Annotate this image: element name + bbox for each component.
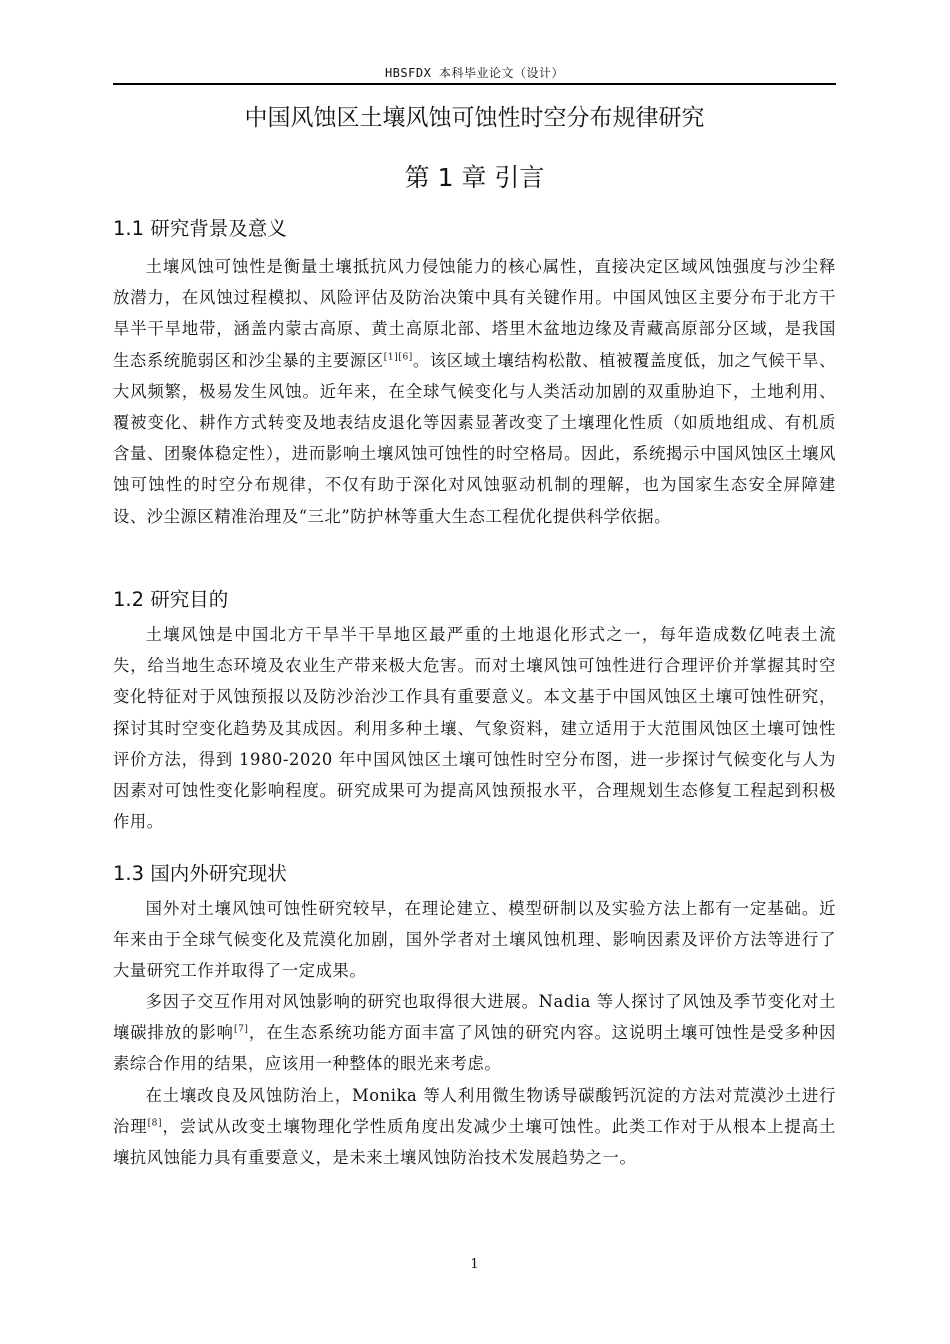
section-heading-1-1: 1.1 研究背景及意义	[113, 217, 287, 240]
section-heading-1-2: 1.2 研究目的	[113, 588, 229, 611]
paragraph-1-3-b	[113, 986, 836, 1080]
running-header: HBSFDX 本科毕业论文（设计）	[384, 66, 565, 80]
page-number: 1	[470, 1257, 479, 1272]
citation-ref[interactable]: [1][6]	[383, 352, 413, 363]
paragraph-text: 在土壤改良及风蚀防治上，Monika 等人利用微生物诱导碳酸钙沉淀的方法对荒漠沙土进行治理	[113, 1086, 836, 1137]
paragraph-text: 。该区域土壤结构松散、植被覆盖度低，加之气候干旱、大风频繁，极易发生风蚀。近年来，在全球气候变化与人类活动加剧的双重胁迫下，土地利用、覆被变化、耕作方式转变及地表结皮退化等因素显著改变了土壤理化性质（如质地组成、有机质含量、团聚体稳定性），进而影响土壤风蚀可蚀性的时空格局。因此，系统揭示中国风蚀区土壤风蚀可蚀性的时空分布规律，不仅有助于深化对风蚀驱动机制的理解，也为国家生态安全屏障建设、沙尘源区精准治理及“三北”防护林等重大生态工程优化提供科学依据。	[113, 350, 836, 526]
paragraph-1-2: 土壤风蚀是中国北方干旱半干旱地区最严重的土地退化形式之一，每年造成数亿吨表土流失，给当地生态环境及农业生产带来极大危害。而对土壤风蚀可蚀性进行合理评价并掌握其时空变化特征对于风蚀预报以及防沙治沙工作具有重要意义。本文基于中国风蚀区土壤可蚀性研究，探讨其时空变化趋势及其成因。利用多种土壤、气象资料，建立适用于大范围风蚀区土壤可蚀性评价方法，得到 1980-2020 年中国风蚀区土壤可蚀性时空分布图，进一步探讨气候变化与人为因素对可蚀性变化影响程度。研究成果可为提高风蚀预报水平，合理规划生态修复工程起到积极作用。	[113, 625, 836, 832]
thesis-title: 中国风蚀区土壤风蚀可蚀性时空分布规律研究	[244, 105, 705, 131]
paragraph-text: ，尝试从改变土壤物理化学性质角度出发减少土壤可蚀性。此类工作对于从根本上提高土壤抗风蚀能力具有重要意义，是未来土壤风蚀防治技术发展趋势之一。	[113, 1117, 837, 1168]
chapter-heading: 第 1 章 引言	[404, 163, 545, 192]
paragraph-1-3-c	[113, 1080, 836, 1174]
paragraph-1-1	[113, 251, 836, 532]
paragraph-text: 土壤风蚀可蚀性是衡量土壤抵抗风力侵蚀能力的核心属性，直接决定区域风蚀强度与沙尘释放潜力，在风蚀过程模拟、风险评估及防治决策中具有关键作用。中国风蚀区主要分布于北方干旱半干旱地带，涵盖内蒙古高原、黄土高原北部、塔里木盆地边缘及青藏高原部分区域，是我国生态系统脆弱区和沙尘暴的主要源区	[113, 257, 836, 370]
paragraph-text: ，在生态系统功能方面丰富了风蚀的研究内容。这说明土壤可蚀性是受多种因素综合作用的结果，应该用一种整体的眼光来考虑。	[113, 1023, 836, 1074]
paragraph-1-3-a: 国外对土壤风蚀可蚀性研究较早，在理论建立、模型研制以及实验方法上都有一定基础。近年来由于全球气候变化及荒漠化加剧，国外学者对土壤风蚀机理、影响因素及评价方法等进行了大量研究工作并取得了一定成果。	[113, 899, 836, 981]
header-rule	[113, 83, 836, 85]
citation-ref[interactable]: [8]	[147, 1118, 163, 1129]
citation-ref[interactable]: [7]	[233, 1024, 249, 1035]
paragraph-text: 多因子交互作用对风蚀影响的研究也取得很大进展。Nadia 等人探讨了风蚀及季节变化对土壤碳排放的影响	[113, 992, 836, 1043]
section-heading-1-3: 1.3 国内外研究现状	[113, 862, 287, 885]
